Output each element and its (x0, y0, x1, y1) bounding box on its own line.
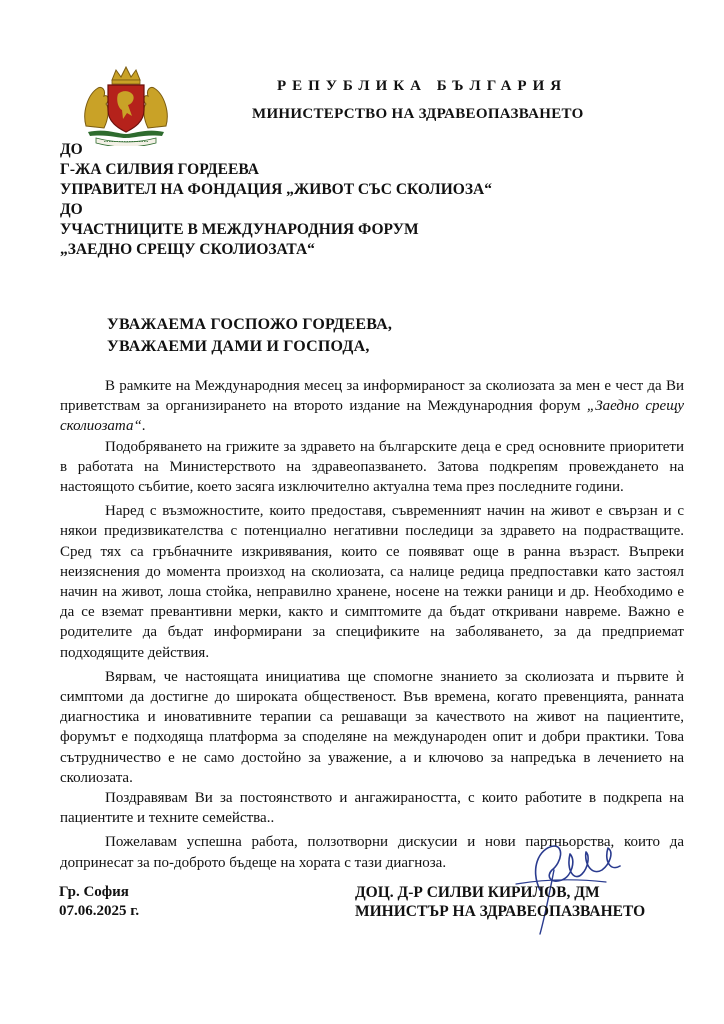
signatory-title: МИНИСТЪР НА ЗДРАВЕОПАЗВАНЕТО (355, 903, 646, 920)
address-to-1: ДО (60, 141, 83, 158)
body-paragraph-5: Поздравявам Ви за постоянството и ангажираността, с които работите в подкрепа на пациентите и техните семейства.. (60, 790, 684, 827)
address-recipient-2-line-2: „ЗАЕДНО СРЕЩУ СКОЛИОЗАТА“ (60, 241, 315, 258)
forum-name-italic: „Заедно срещу сколиозата“ (60, 398, 684, 435)
address-recipient-1-role: УПРАВИТЕЛ НА ФОНДАЦИЯ „ЖИВОТ СЪС СКОЛИОЗА“ (60, 181, 492, 198)
body-paragraph-6: Пожелавам успешна работа, ползотворни дискусии и нови партньорства, които да допринесат за по-доброто бъдеще на хората с тази диагноза. (60, 834, 684, 871)
body-paragraph-4: Вярвам, че настоящата инициатива ще спомогне знанието за сколиозата и първите ѝ симптоми да достигне до широката общественост. Във времена, когато превенцията, ранната диагностика и иновативните терапии са решаващи за качеството на живот на пациентите, форумът е подходяща платформа за споделяне на международен опит и добри практики. Това сътрудничество е не само достойно за уважение, а и ключово за напредъка в лечението на сколиозата. (60, 668, 684, 786)
address-to-2: ДО (60, 201, 83, 218)
address-recipient-2-line-1: УЧАСТНИЦИТЕ В МЕЖДУНАРОДНИЯ ФОРУМ (60, 221, 419, 238)
coat-of-arms-icon (78, 64, 174, 146)
signatory-name: ДОЦ. Д-Р СИЛВИ КИРИЛОВ, ДМ (355, 884, 600, 901)
body-paragraph-3: Наред с възможностите, които предоставя, съвременният начин на живот е свързан и с някои предизвикателства с потенциално негативни последици за здравето на подрастващите. Сред тях са гръбначните изкривявания, които се появяват още в ранна възраст. Въпреки неизяснения до момента произход на сколиозата, са налице редица предпоставки като застоял начин на живот, лоша стойка, неправилно хранене, носене на тежки раници и др. Необходимо е да се вземат превантивни мерки, както и симптомите да бъдат откривани навреме. Важно е родителите да бъдат информирани за спецификите на заболяването, за да предприемат подходящите действия. (60, 503, 684, 661)
letter-body (60, 376, 684, 873)
body-paragraph-1 (60, 376, 684, 437)
body-paragraph-2: Подобряването на грижите за здравето на българските деца е сред основните приоритети в работата на Министерството на здравеопазването. Затова подкрепям провеждането на настоящото събитие, което засяга изключително актуална тема през последните години. (60, 438, 684, 496)
header-ministry: МИНИСТЕРСТВО НА ЗДРАВЕОПАЗВАНЕТО (252, 106, 584, 122)
header-republic: РЕПУБЛИКА БЪЛГАРИЯ (277, 78, 568, 94)
place: Гр. София (59, 884, 129, 900)
body-paragraph-1-text: В рамките на Международния месец за информираност за сколиозата за мен е чест да Ви приветствам за организирането на второто издание на Международния форум (60, 378, 684, 415)
salutation-line-2: УВАЖАЕМИ ДАМИ И ГОСПОДА, (107, 338, 370, 355)
address-recipient-1: Г-ЖА СИЛВИЯ ГОРДЕЕВА (60, 161, 259, 178)
body-paragraph-1-end: . (141, 418, 146, 435)
date: 07.06.2025 г. (59, 903, 140, 919)
salutation-line-1: УВАЖАЕМА ГОСПОЖО ГОРДЕЕВА, (107, 316, 393, 333)
